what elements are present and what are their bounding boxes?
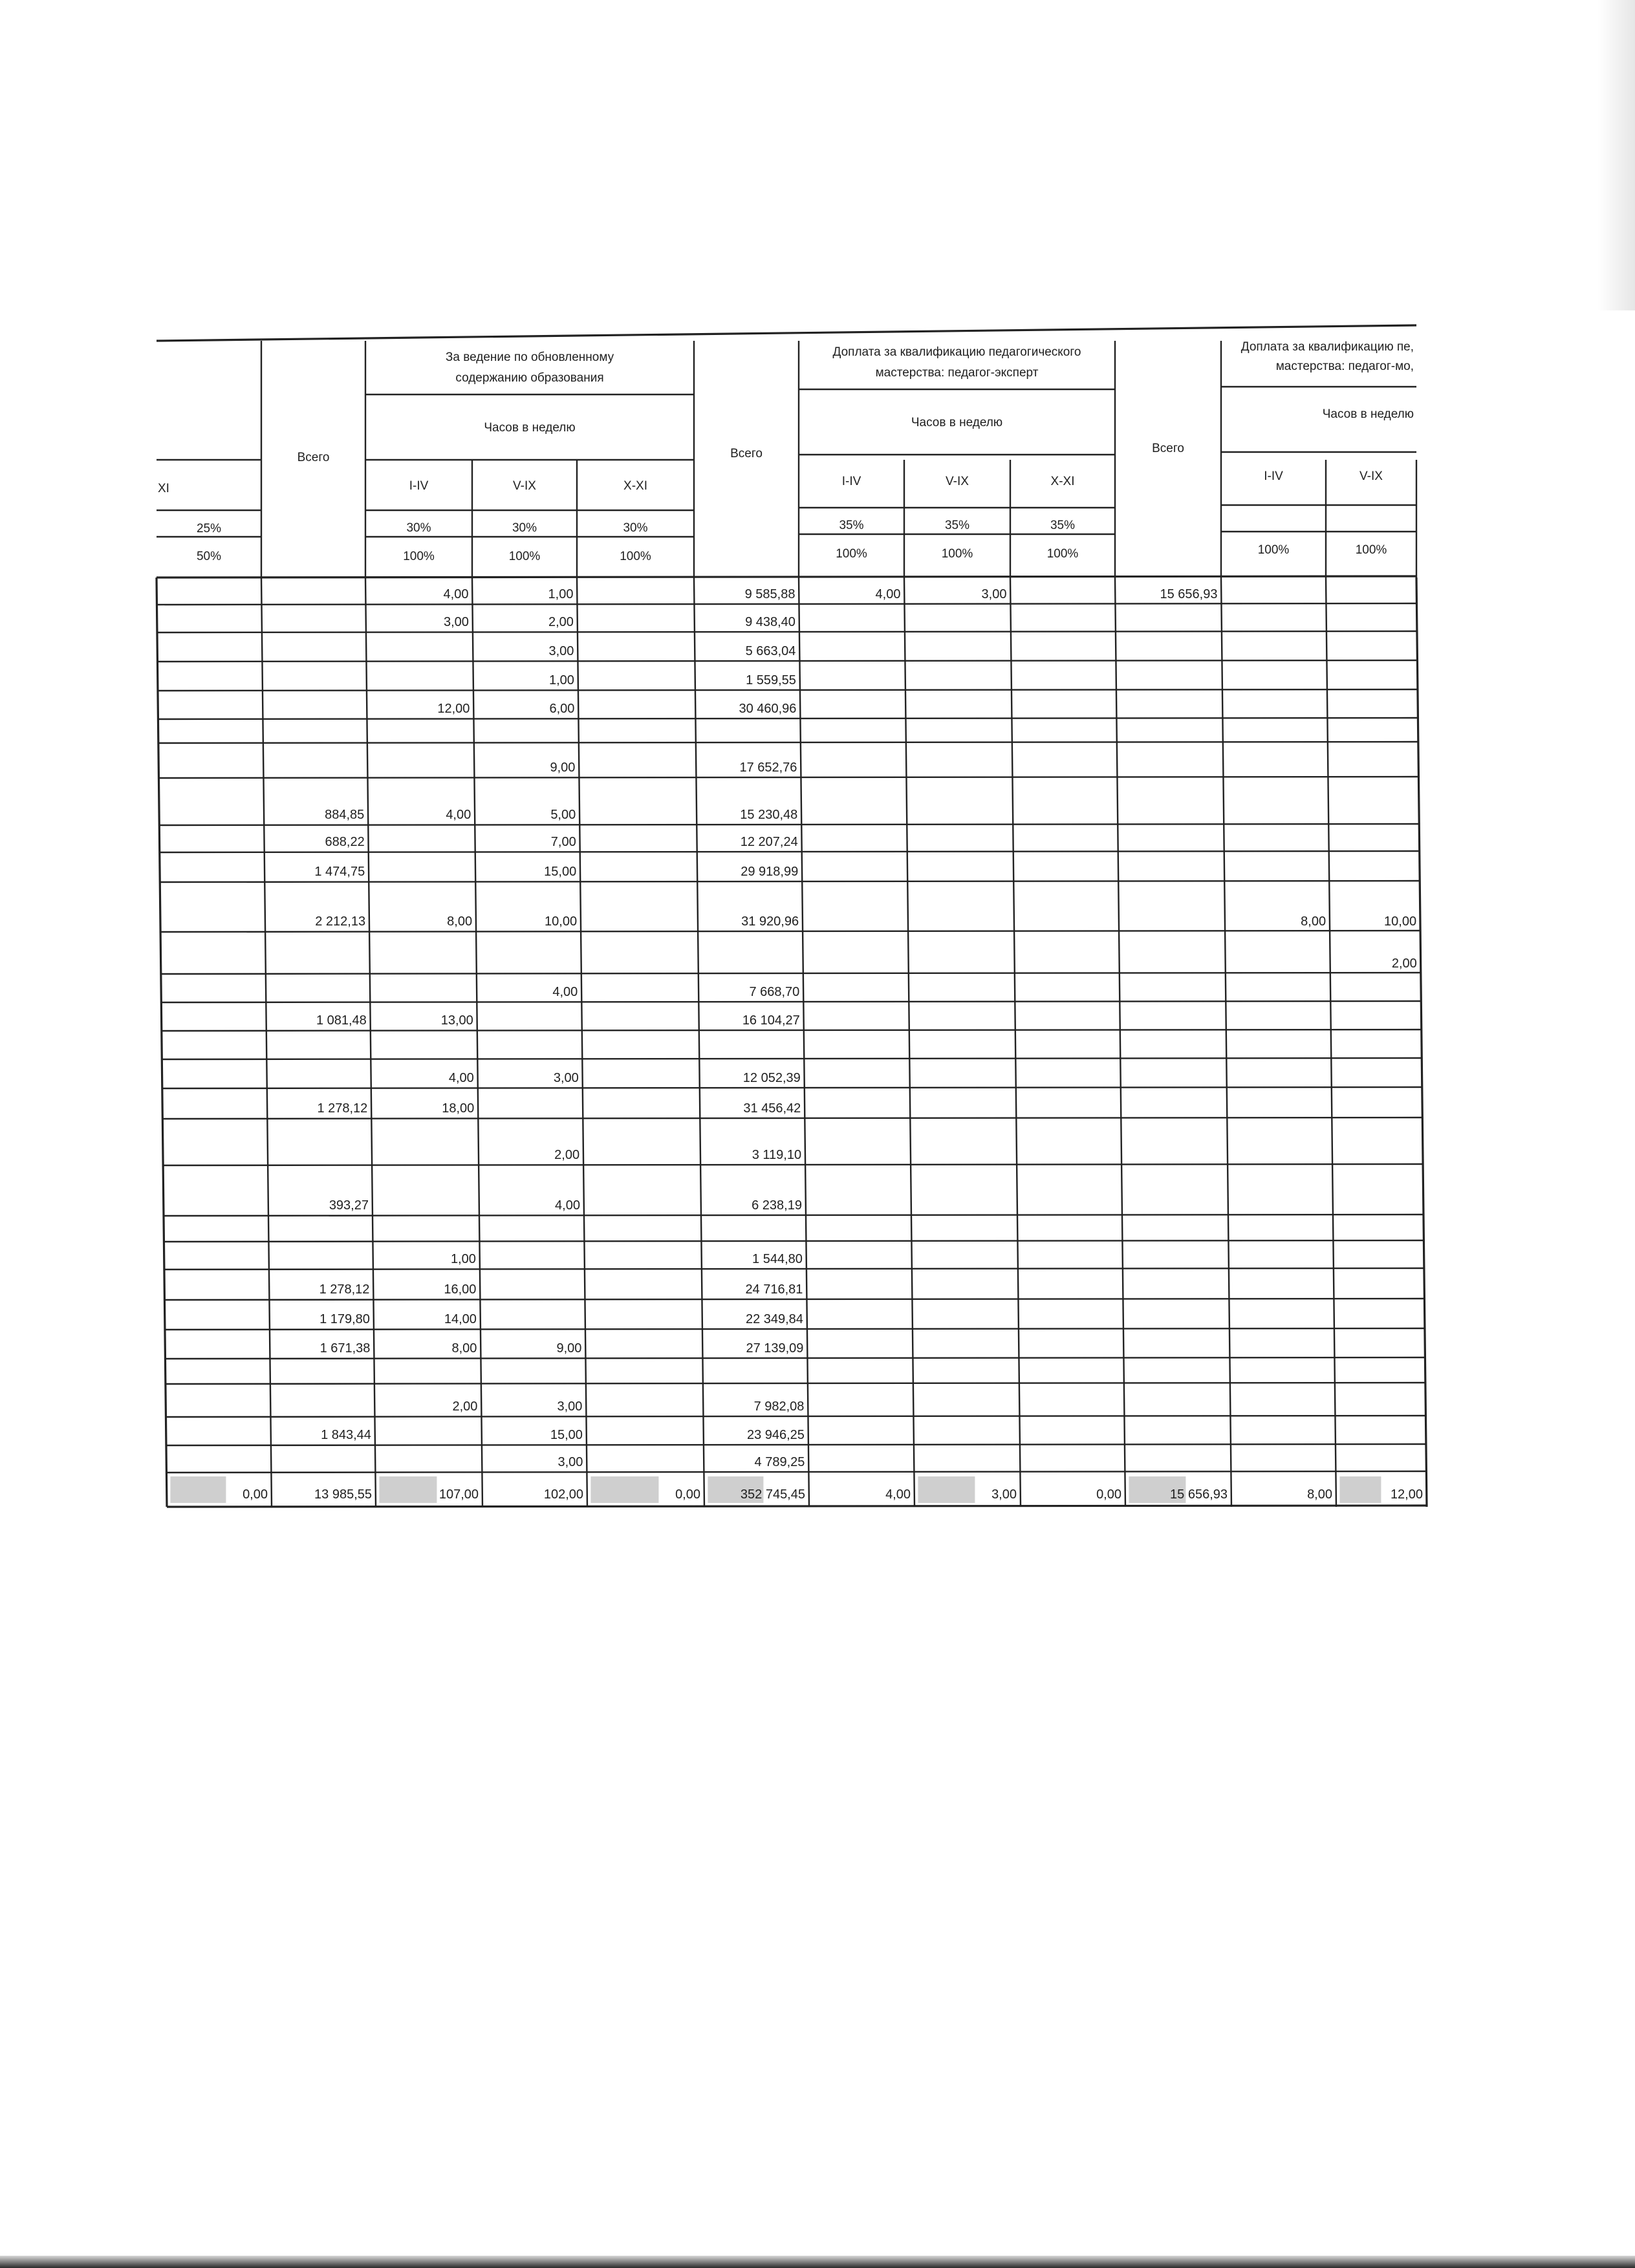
row-line-8 bbox=[159, 824, 1419, 825]
row-line-26 bbox=[166, 1416, 1425, 1417]
g1-subcol-2: X-XI bbox=[623, 479, 647, 493]
row-line-12 bbox=[161, 973, 1421, 974]
row-line-9 bbox=[160, 851, 1420, 852]
cell-r9-c3: 15,00 bbox=[544, 865, 577, 879]
row-line-22 bbox=[164, 1299, 1424, 1300]
cell-r2-c5: 5 663,04 bbox=[745, 644, 796, 658]
cell-r0-c2: 4,00 bbox=[443, 587, 469, 601]
cell-r17-c3: 2,00 bbox=[554, 1148, 580, 1162]
row-line-28 bbox=[166, 1471, 1426, 1473]
cell-r10-c2: 8,00 bbox=[447, 914, 473, 929]
g1-pct-1: 30% bbox=[512, 521, 537, 535]
cell-r9-c1: 1 474,75 bbox=[314, 865, 365, 879]
cell-r18-c3: 4,00 bbox=[555, 1198, 580, 1213]
cell-r1-c3: 2,00 bbox=[548, 615, 574, 629]
cell-r26-c5: 23 946,25 bbox=[746, 1428, 805, 1442]
cell-r26-c1: 1 843,44 bbox=[321, 1428, 371, 1442]
total-c0: 0,00 bbox=[243, 1487, 268, 1502]
row-line-17 bbox=[162, 1118, 1422, 1119]
total-c4: 0,00 bbox=[675, 1487, 700, 1502]
group2-hours-label: Часов в неделю bbox=[911, 416, 1003, 429]
cell-r0-c9: 15 656,93 bbox=[1160, 587, 1218, 601]
cell-r16-c1: 1 278,12 bbox=[317, 1101, 368, 1116]
totals-shade-2 bbox=[379, 1476, 437, 1503]
body-col-line-7 bbox=[904, 578, 915, 1507]
g2-subcol-0: I-IV bbox=[841, 475, 861, 488]
total-c5: 352 745,45 bbox=[740, 1487, 805, 1502]
totals-shade-4 bbox=[590, 1476, 658, 1503]
total-c11: 12,00 bbox=[1390, 1487, 1423, 1502]
row-line-15 bbox=[162, 1058, 1422, 1059]
row-line-24 bbox=[165, 1357, 1425, 1359]
cell-r20-c5: 1 544,80 bbox=[752, 1252, 803, 1266]
g2-pct-1: 35% bbox=[944, 519, 970, 532]
cell-r22-c5: 22 349,84 bbox=[745, 1312, 803, 1326]
cell-r23-c3: 9,00 bbox=[556, 1341, 582, 1355]
cell-r12-c5: 7 668,70 bbox=[749, 985, 800, 999]
cell-r13-c5: 16 104,27 bbox=[742, 1013, 800, 1028]
body-col-line-0 bbox=[157, 578, 167, 1507]
cell-r27-c3: 3,00 bbox=[558, 1455, 583, 1469]
cell-r10-c11: 10,00 bbox=[1384, 914, 1417, 929]
group2-title-line1: Доплата за квалификацию педагогического bbox=[832, 345, 1081, 359]
cell-r15-c5: 12 052,39 bbox=[742, 1071, 801, 1085]
cell-r15-c3: 3,00 bbox=[553, 1071, 579, 1085]
cell-r25-c5: 7 982,08 bbox=[753, 1399, 805, 1414]
cell-r23-c2: 8,00 bbox=[451, 1341, 477, 1355]
cell-r6-c3: 9,00 bbox=[550, 761, 576, 775]
row-line-10 bbox=[160, 881, 1420, 882]
row-line-2 bbox=[157, 631, 1417, 632]
cell-r8-c1: 688,22 bbox=[325, 835, 365, 849]
total-c10: 8,00 bbox=[1307, 1487, 1332, 1502]
cell-r17-c5: 3 119,10 bbox=[752, 1148, 802, 1162]
group1-title-line1: За ведение по обновленному bbox=[445, 351, 614, 364]
cell-r10-c5: 31 920,96 bbox=[741, 914, 799, 929]
row-line-21 bbox=[164, 1268, 1424, 1269]
body-col-line-5 bbox=[694, 578, 704, 1507]
cell-r25-c2: 2,00 bbox=[452, 1399, 478, 1414]
left-pct-1: 25% bbox=[196, 522, 222, 535]
row-line-1 bbox=[157, 603, 1416, 605]
cell-r21-c5: 24 716,81 bbox=[745, 1282, 803, 1297]
row-line-25 bbox=[166, 1383, 1425, 1384]
cell-r22-c2: 14,00 bbox=[444, 1312, 477, 1326]
cell-r27-c5: 4 789,25 bbox=[754, 1455, 805, 1469]
g1-pct-3: 100% bbox=[403, 550, 435, 563]
cell-r6-c5: 17 652,76 bbox=[739, 761, 797, 775]
row-line-14 bbox=[162, 1030, 1422, 1031]
cell-r15-c2: 4,00 bbox=[448, 1071, 474, 1085]
g3-pct-0: 100% bbox=[1257, 543, 1290, 557]
g1-pct-2: 30% bbox=[623, 521, 648, 535]
cell-r13-c2: 13,00 bbox=[440, 1013, 473, 1028]
totals-shade-11 bbox=[1339, 1476, 1381, 1503]
group1-title-line2: содержанию образования bbox=[455, 371, 604, 385]
group3-hours-label: Часов в неделю bbox=[1322, 407, 1414, 421]
body-col-line-8 bbox=[1010, 578, 1021, 1507]
group3-title-line1: Доплата за квалификацию пе, bbox=[1240, 340, 1414, 354]
cell-r23-c1: 1 671,38 bbox=[319, 1341, 371, 1355]
cell-r10-c1: 2 212,13 bbox=[315, 914, 366, 929]
totals-shade-0 bbox=[170, 1476, 226, 1503]
totals-shade-7 bbox=[918, 1476, 975, 1503]
g3-subcol-1: V-IX bbox=[1359, 470, 1383, 483]
cell-r3-c3: 1,00 bbox=[549, 673, 574, 687]
g1-pct-0: 30% bbox=[406, 521, 431, 535]
g1-pct-5: 100% bbox=[620, 550, 651, 563]
total-c1: 13 985,55 bbox=[314, 1487, 372, 1502]
partial-col-label: XI bbox=[158, 482, 169, 495]
g2-subcol-1: V-IX bbox=[946, 475, 969, 488]
g3-pct-1: 100% bbox=[1355, 543, 1387, 557]
row-line-16 bbox=[162, 1087, 1422, 1088]
cell-r4-c5: 30 460,96 bbox=[739, 702, 797, 716]
cell-r26-c3: 15,00 bbox=[550, 1428, 583, 1442]
cell-r7-c2: 4,00 bbox=[446, 808, 471, 822]
table-bottom-line bbox=[167, 1506, 1427, 1507]
row-line-7 bbox=[158, 777, 1418, 778]
row-line-5 bbox=[158, 718, 1418, 719]
cell-r18-c1: 393,27 bbox=[329, 1198, 369, 1213]
body-col-line-11 bbox=[1326, 578, 1336, 1507]
cell-r1-c5: 9 438,40 bbox=[745, 615, 796, 629]
body-col-line-4 bbox=[577, 578, 587, 1507]
total-c7: 3,00 bbox=[991, 1487, 1017, 1502]
cell-r10-c3: 10,00 bbox=[545, 914, 578, 929]
cell-r23-c5: 27 139,09 bbox=[746, 1341, 804, 1355]
body-col-line-10 bbox=[1221, 578, 1231, 1507]
cell-r16-c2: 18,00 bbox=[442, 1101, 475, 1116]
g3-subcol-0: I-IV bbox=[1264, 470, 1283, 483]
g2-pct-2: 35% bbox=[1050, 519, 1076, 532]
cell-r4-c3: 6,00 bbox=[549, 702, 575, 716]
cell-r1-c2: 3,00 bbox=[444, 615, 469, 629]
g2-subcol-2: X-XI bbox=[1050, 475, 1075, 488]
body-col-line-3 bbox=[472, 578, 482, 1507]
group2-title-line2: мастерства: педагог-эксперт bbox=[875, 366, 1039, 380]
cell-r11-c11: 2,00 bbox=[1391, 956, 1417, 971]
group1-hours-label: Часов в неделю bbox=[484, 421, 576, 435]
g1-subcol-0: I-IV bbox=[409, 479, 429, 493]
cell-r4-c2: 12,00 bbox=[437, 702, 470, 716]
g2-pct-5: 100% bbox=[1046, 547, 1079, 561]
cell-r7-c5: 15 230,48 bbox=[740, 808, 798, 822]
cell-r0-c5: 9 585,88 bbox=[744, 587, 796, 601]
cell-r9-c5: 29 918,99 bbox=[741, 865, 799, 879]
left-pct-2: 50% bbox=[196, 550, 222, 563]
cell-r10-c10: 8,00 bbox=[1301, 914, 1326, 929]
g1-pct-4: 100% bbox=[508, 550, 541, 563]
total-c3: 102,00 bbox=[543, 1487, 583, 1502]
body-col-line-12 bbox=[1416, 578, 1427, 1507]
row-line-0 bbox=[157, 576, 1416, 578]
row-line-20 bbox=[164, 1240, 1424, 1242]
row-line-4 bbox=[158, 689, 1418, 691]
cell-r0-c6: 4,00 bbox=[875, 587, 901, 601]
cell-r21-c1: 1 278,12 bbox=[319, 1282, 370, 1297]
table-content bbox=[158, 340, 1423, 1502]
cell-r12-c3: 4,00 bbox=[552, 985, 578, 999]
cell-r22-c1: 1 179,80 bbox=[319, 1312, 370, 1326]
row-line-27 bbox=[166, 1444, 1426, 1445]
header-top-line bbox=[157, 325, 1416, 341]
total-label-1: Всего bbox=[297, 451, 330, 464]
body-col-line-1 bbox=[261, 578, 272, 1507]
cell-r13-c1: 1 081,48 bbox=[316, 1013, 367, 1028]
body-col-line-2 bbox=[365, 578, 376, 1507]
total-c9: 15 656,93 bbox=[1170, 1487, 1228, 1502]
row-line-6 bbox=[158, 742, 1418, 743]
cell-r25-c3: 3,00 bbox=[557, 1399, 583, 1414]
scan-bottom-edge bbox=[0, 2256, 1635, 2268]
total-c6: 4,00 bbox=[885, 1487, 911, 1502]
row-line-23 bbox=[165, 1328, 1425, 1330]
g2-pct-0: 35% bbox=[839, 519, 864, 532]
total-label-3: Всего bbox=[1152, 442, 1184, 455]
row-line-3 bbox=[157, 660, 1417, 662]
g2-pct-4: 100% bbox=[941, 547, 973, 561]
scan-edge-shadow bbox=[1597, 0, 1635, 310]
g1-subcol-1: V-IX bbox=[513, 479, 536, 493]
cell-r20-c2: 1,00 bbox=[450, 1252, 476, 1266]
row-line-13 bbox=[161, 1001, 1421, 1002]
cell-r2-c3: 3,00 bbox=[548, 644, 574, 658]
g2-pct-3: 100% bbox=[836, 547, 867, 561]
group3-title-line2: мастерства: педагог-мо, bbox=[1275, 360, 1414, 373]
cell-r0-c7: 3,00 bbox=[981, 587, 1007, 601]
cell-r7-c3: 5,00 bbox=[550, 808, 576, 822]
cell-r0-c3: 1,00 bbox=[548, 587, 574, 601]
cell-r21-c2: 16,00 bbox=[444, 1282, 477, 1297]
total-c8: 0,00 bbox=[1096, 1487, 1121, 1502]
cell-r16-c5: 31 456,42 bbox=[743, 1101, 801, 1116]
body-col-line-9 bbox=[1115, 578, 1125, 1507]
body-col-line-6 bbox=[799, 578, 809, 1507]
total-label-2: Всего bbox=[730, 447, 763, 460]
cell-r8-c5: 12 207,24 bbox=[740, 835, 798, 849]
total-c2: 107,00 bbox=[439, 1487, 479, 1502]
cell-r18-c5: 6 238,19 bbox=[752, 1198, 802, 1213]
cell-r7-c1: 884,85 bbox=[325, 808, 365, 822]
row-line-19 bbox=[164, 1215, 1424, 1216]
row-line-11 bbox=[160, 931, 1420, 932]
cell-r8-c3: 7,00 bbox=[550, 835, 576, 849]
row-line-18 bbox=[163, 1164, 1423, 1165]
cell-r3-c5: 1 559,55 bbox=[746, 673, 796, 687]
